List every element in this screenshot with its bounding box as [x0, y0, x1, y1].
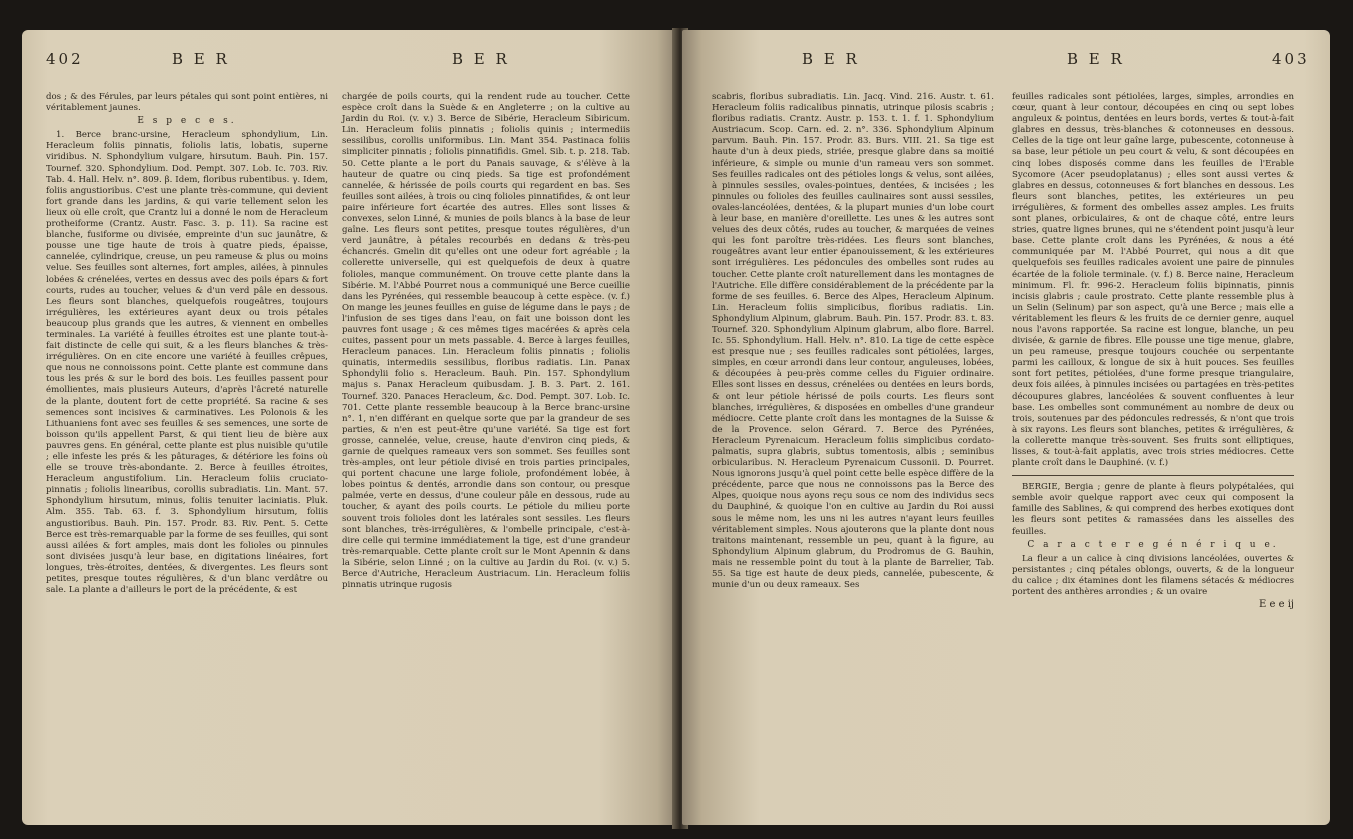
right-page [682, 30, 1330, 825]
right-col1-body: scabris, floribus subradiatis. Lin. Jacq. Vind. 216. Austr. t. 61. Heracleum foliis radicalibus pinnatis, utrinque pilosis scabris ; floribus radiatis. Crantz. Austr. p. 153. t. 1. f. 1. Sphondylium Austriacum. Scop. Carn. ed. 2. n°. 336. Sphondylium Alpinum parvum. Bauh. Pin. 157. Prodr. 83. Burs. VIII. 21. Sa tige est haute d'un à deux pieds, striée, presque glabre dans sa moitié inférieure, & simple ou munie d'un rameau vers son sommet. Ses feuilles radicales ont des pétioles longs & velus, sont ailées, à pinnules sessiles, ovales-pointues, dentées, & incisées ; les pinnules ou folioles des feuilles caulinaires sont aussi sessiles, ovales-lancéolées, dentées, & la plupart munies d'un lobe court à leur base, en manière d'oreillette. Les unes & les autres sont velues des deux côtés, rudes au toucher, & marquées de veines qui les font paroître très-ridées. Les fleurs sont blanches, rougeâtres avant leur entier épanouissement, & les extérieures sont irrégulières. Les pédoncules des ombelles sont rudes au toucher. Cette plante croît naturellement dans les montagnes de l'Autriche. Elle diffère considérablement de la précédente par la forme de ses feuilles. 6. Berce des Alpes, Heracleum Alpinum. Lin. Heracleum foliis simplicibus, floribus radiatis. Lin. Sphondylium Alpinum, glabrum. Bauh. Pin. 157. Prodr. 83. t. 83. Tournef. 320. Sphondylium Alpinum glabrum, albo flore. Barrel. Ic. 55. Sphondylium. Hall. Helv. n°. 810. La tige de cette espèce est presque nue ; ses feuilles radicales sont pétiolées, larges, simples, en cœur arrondi dans leur contour, anguleuses, lobées, & découpées à peu-près comme celles du Figuier ordinaire. Elles sont lisses en dessus, crénelées ou dentées en leurs bords, & ont leur pétiole hérissé de poils courts. Les fleurs sont blanches, irrégulières, & disposées en ombelles d'une grandeur médiocre. Cette plante croît dans les montagnes de la Suisse & de la Provence. selon Gérard. 7. Berce des Pyrénées, Heracleum Pyrenaicum. Heracleum foliis simplicibus cordato-palmatis, supra glabris, subtus tomentosis, albis ; seminibus orbicularibus. N. Heracleum Pyrenaicum Cussonii. D. Pourret. Nous ignorons jusqu'à quel point cette belle espèce diffère de la précédente, parce que nous ne connoissons pas la Berce des Alpes, quoique nous ayons reçu sous ce nom des individus secs du Dauphiné, & quoique l'on en cultive au Jardin du Roi aussi sous le même nom, les uns ni les autres n'ayant leurs feuilles véritablement simples. Nous ajouterons que la plante dont nous traitons maintenant, ressemble un peu, quant à la figure, au Sphondylium Alpinum glabrum, du Prodromus de G. Bauhin, mais ne ressemble point du tout à la plante de Barrelier, Tab. 55. Sa tige est haute de deux pieds, cannelée, pubescente, & munie d'un ou deux rameaux. Ses [712, 92, 994, 591]
left-page-number: 402 [46, 50, 84, 68]
left-col1-body: 1. Berce branc-ursine, Heracleum sphondylium, Lin. Heracleum foliis pinnatis, foliolis latis, lobatis, superne viridibus. N. Sphondylium vulgare, hirsutum. Bauh. Pin. 157. Tournef. 320. Sphondylium. Dod. Pempt. 307. Lob. Ic. 703. Riv. Tab. 4. Hall. Helv. n°. 809. β. Idem, floribus rubentibus. γ. Idem, foliis angustioribus. C'est une plante très-commune, qui devient fort grande dans les jardins, & qui varie tellement selon les lieux où elle croît, que Crantz lui a donné le nom de Heracleum protheiforme (Crantz. Austr. Fasc. 3. p. 11). Sa racine est blanche, fusiforme ou divisée, empreinte d'un suc jaunâtre, & pousse une tige haute de trois à quatre pieds, épaisse, cannelée, cylindrique, creuse, un peu rameuse & plus ou moins velue. Ses feuilles sont alternes, fort amples, ailées, à pinnules lobées & crénelées, vertes en dessus avec des poils épars & fort courts, rudes au toucher, velues & d'un verd pâle en dessous. Les fleurs sont blanches, quelquefois rougeâtres, toujours irrégulières, les extérieures ayant deux ou trois pétales beaucoup plus grands que les autres, & viennent en ombelles terminales. La variété à feuilles étroites est une plante tout-à-fait distincte de celle qui suit, & a les fleurs blanches & très-irrégulières. On en cite encore une variété à feuilles crêpues, que nous ne connoissons point. Cette plante est commune dans tous les prés & sur le bord des bois. Les feuilles passent pour émollientes, mais plusieurs Auteurs, d'après l'âcreté naturelle de la plante, doutent fort de cette propriété. Sa racine & ses semences sont incisives & carminatives. Les Polonois & les Lithuaniens font avec ses feuilles & ses semences, une sorte de boisson qu'ils appellent Parst, & qui tient lieu de bière aux pauvres gens. En général, cette plante est plus nuisible qu'utile ; elle infeste les prés & les pâturages, & détériore les foins où elle se trouve très-abondante. 2. Berce à feuilles étroites, Heracleum angustifolium. Lin. Heracleum foliis cruciato-pinnatis ; foliolis linearibus, corollis subradiatis. Lin. Mant. 57. Sphondylium hirsutum, minus, foliis tenuiter laciniatis. Pluk. Alm. 355. Tab. 63. f. 3. Sphondylium hirsutum, foliis angustioribus. Bauh. Pin. 157. Prodr. 83. Riv. Pent. 5. Cette Berce est très-remarquable par la forme de ses feuilles, qui sont aussi ailées & fort amples, mais dont les folioles ou pinnules sont divisées jusqu'à leur base, en digitations linéaires, fort longues, très-étroites, dentées, & divergentes. Les fleurs sont petites, presque toutes régulières, & d'un blanc verdâtre ou sale. La plante a d'ailleurs le port de la précédente, & est [46, 130, 328, 596]
left-col1-intro: dos ; & des Férules, par leurs pétales qui sont point entières, ni véritablement jaunes. [46, 92, 328, 114]
signature-mark: E e e ij [1259, 599, 1294, 611]
section-rule [1012, 475, 1294, 476]
right-running-head-1: B E R [802, 50, 860, 68]
left-column-1 [46, 92, 328, 597]
right-col2-body: feuilles radicales sont pétiolées, larges, simples, arrondies en cœur, quant à leur contour, découpées en cinq ou sept lobes anguleux & pointus, dentées en leurs bords, vertes & tout-à-fait glabres en dessus, très-blanches & cotonneuses en dessous. Celles de la tige ont leur gaîne large, pubescente, cotonneuse à sa base, leur pétiole un peu court & velu, & sont découpées en cinq lobes disposés comme dans les feuilles de l'Erable Sycomore (Acer pseudoplatanus) ; elles sont aussi vertes & glabres en dessus, cotonneuses & fort blanches en dessous. Les fleurs sont blanches, petites, les extérieures un peu irrégulières, & forment des ombelles assez amples. Les fruits sont planes, orbiculaires, & ont de chaque côté, entre leurs stries, quatre lignes brunes, qui ne s'étendent point jusqu'à leur base. Cette plante croît dans les Pyrénées, & nous a été communiquée par M. l'Abbé Pourret, qui nous a dit que quelquefois ses feuilles radicales avoient une paire de pinnules écartée de la foliole terminale. (v. f.) 8. Berce naine, Heracleum minimum. Fl. fr. 996-2. Heracleum foliis bipinnatis, pinnis incisis glabris ; caule prostrato. Cette plante ressemble plus à un Selin (Selinum) par son aspect, qu'à une Berce ; mais elle a véritablement les fleurs & les fruits de ce dernier genre, auquel nous l'avons rapportée. Sa racine est longue, blanche, un peu divisée, & garnie de fibres. Elle pousse une tige menue, glabre, un peu rameuse, presque toujours couchée ou serpentante parmi les cailloux, & longue de six à huit pouces. Ses feuilles sont fort petites, pétiolées, d'une forme presque triangulaire, deux fois ailées, à pinnules incisées ou partagées en très-petites découpures glabres, lancéolées & souvent confluentes à leur base. Les ombelles sont communément au nombre de deux ou trois, soutenues par des pédoncules redressés, & n'ont que trois à six rayons. Les fleurs sont blanches, petites & irrégulières, & la collerette manque très-souvent. Ses fruits sont elliptiques, lisses, & tout-à-fait applatis, avec trois stries médiocres. Cette plante croît dans le Dauphiné. (v. f.) [1012, 92, 1294, 469]
right-column-1 [712, 92, 994, 592]
left-page [22, 30, 677, 825]
bergie-entry: BERGIE, Bergia ; genre de plante à fleurs polypétalées, qui semble avoir quelque rapport avec ceux qui composent la famille des Sablines, & qui comprend des herbes exotiques dont les fleurs sont petites & ramassées dans les aisselles des feuilles. [1012, 482, 1294, 537]
right-page-number: 403 [1272, 50, 1310, 68]
especes-heading: E s p e c e s. [137, 116, 237, 127]
left-running-head-2: B E R [452, 50, 510, 68]
caractere-body: La fleur a un calice à cinq divisions lancéolées, ouvertes & persistantes ; cinq pétales oblongs, ouverts, & de la longueur du calice ; dix étamines dont les filamens sétacés & médiocres portent des anthères arrondies ; & un ovaire [1012, 553, 1294, 598]
caractere-heading: C a r a c t e r e g é n é r i q u e. [1027, 539, 1279, 550]
right-column-2 [1012, 92, 1294, 610]
right-running-head-2: B E R [1067, 50, 1125, 68]
left-running-head-1: B E R [172, 50, 230, 68]
left-column-2 [342, 92, 630, 592]
left-col2-body: chargée de poils courts, qui la rendent rude au toucher. Cette espèce croît dans la Suède & en Angleterre ; on la cultive au Jardin du Roi. (v. v.) 3. Berce de Sibérie, Heracleum Sibiricum. Lin. Heracleum foliis pinnatis ; foliolis quinis ; intermediis sessilibus, corollis uniformibus. Lin. Mant 354. Pastinaca foliis simpliciter pinnatis ; foliolis pinnatifidis. Gmel. Sib. t. p. 218. Tab. 50. Cette plante a le port du Panais sauvage, & s'élève à la hauteur de quatre ou cinq pieds. Sa tige est profondément cannelée, & hérissée de poils courts qui regardent en bas. Ses feuilles sont ailées, à trois ou cinq folioles pinnatifides, & ont leur paire inférieure fort écartée des autres. Elles sont lisses & convexes, selon Linné, & munies de poils blancs à la base de leur gaîne. Les fleurs sont petites, presque toutes régulières, d'un verd jaunâtre, à pétales recourbés en dedans & très-peu échancrés. Gmelin dit qu'elles ont une odeur fort agréable ; la collerette universelle, qui est quelquefois de deux à quatre folioles, manque communément. On trouve cette plante dans la Sibérie. M. l'Abbé Pourret nous a communiqué une Berce cueillie dans les Pyrénées, qui ressemble beaucoup à cette espèce. (v. f.) On mange les jeunes feuilles en guise de légume dans le pays ; de l'infusion de ses tiges dans l'eau, on fait une boisson dont les pauvres font usage ; & ces mêmes tiges macérées & après cela cuites, passent pour un mets passable. 4. Berce à larges feuilles, Heracleum panaces. Lin. Heracleum foliis pinnatis ; foliolis quinatis, intermediis sessilibus, floribus radiatis. Lin. Panax Sphondylii folio s. Heracleum. Bauh. Pin. 157. Sphondylium majus s. Panax Heracleum quibusdam. J. B. 3. Part. 2. 161. Tournef. 320. Panaces Heracleum, &c. Dod. Pempt. 307. Lob. Ic. 701. Cette plante ressemble beaucoup à la Berce branc-ursine n°. 1, n'en différant en quelque sorte que par la grandeur de ses parties, & n'en est peut-être qu'une variété. Sa tige est fort grosse, cannelée, velue, creuse, haute d'environ cinq pieds, & garnie de quelques rameaux vers son sommet. Ses feuilles sont très-amples, ont leur pétiole divisé en trois parties principales, qui portent chacune une large foliole, profondément lobée, à lobes pointus & dentés, arrondie dans son contour, ou presque palmée, verte en dessus, d'une couleur pâle en dessous, rude au toucher, & ayant des poils courts. Le pétiole du milieu porte souvent trois folioles dont les latérales sont sessiles. Les fleurs sont blanches, très-irrégulières, & l'ombelle principale, c'est-à-dire celle qui termine immédiatement la tige, est d'une grandeur très-remarquable. Cette plante croît sur le Mont Apennin & dans la Sibérie, selon Linné ; on la cultive au Jardin du Roi. (v. v.) 5. Berce d'Autriche, Heracleum Austriacum. Lin. Heracleum foliis pinnatis utrinque rugosis [342, 92, 630, 591]
